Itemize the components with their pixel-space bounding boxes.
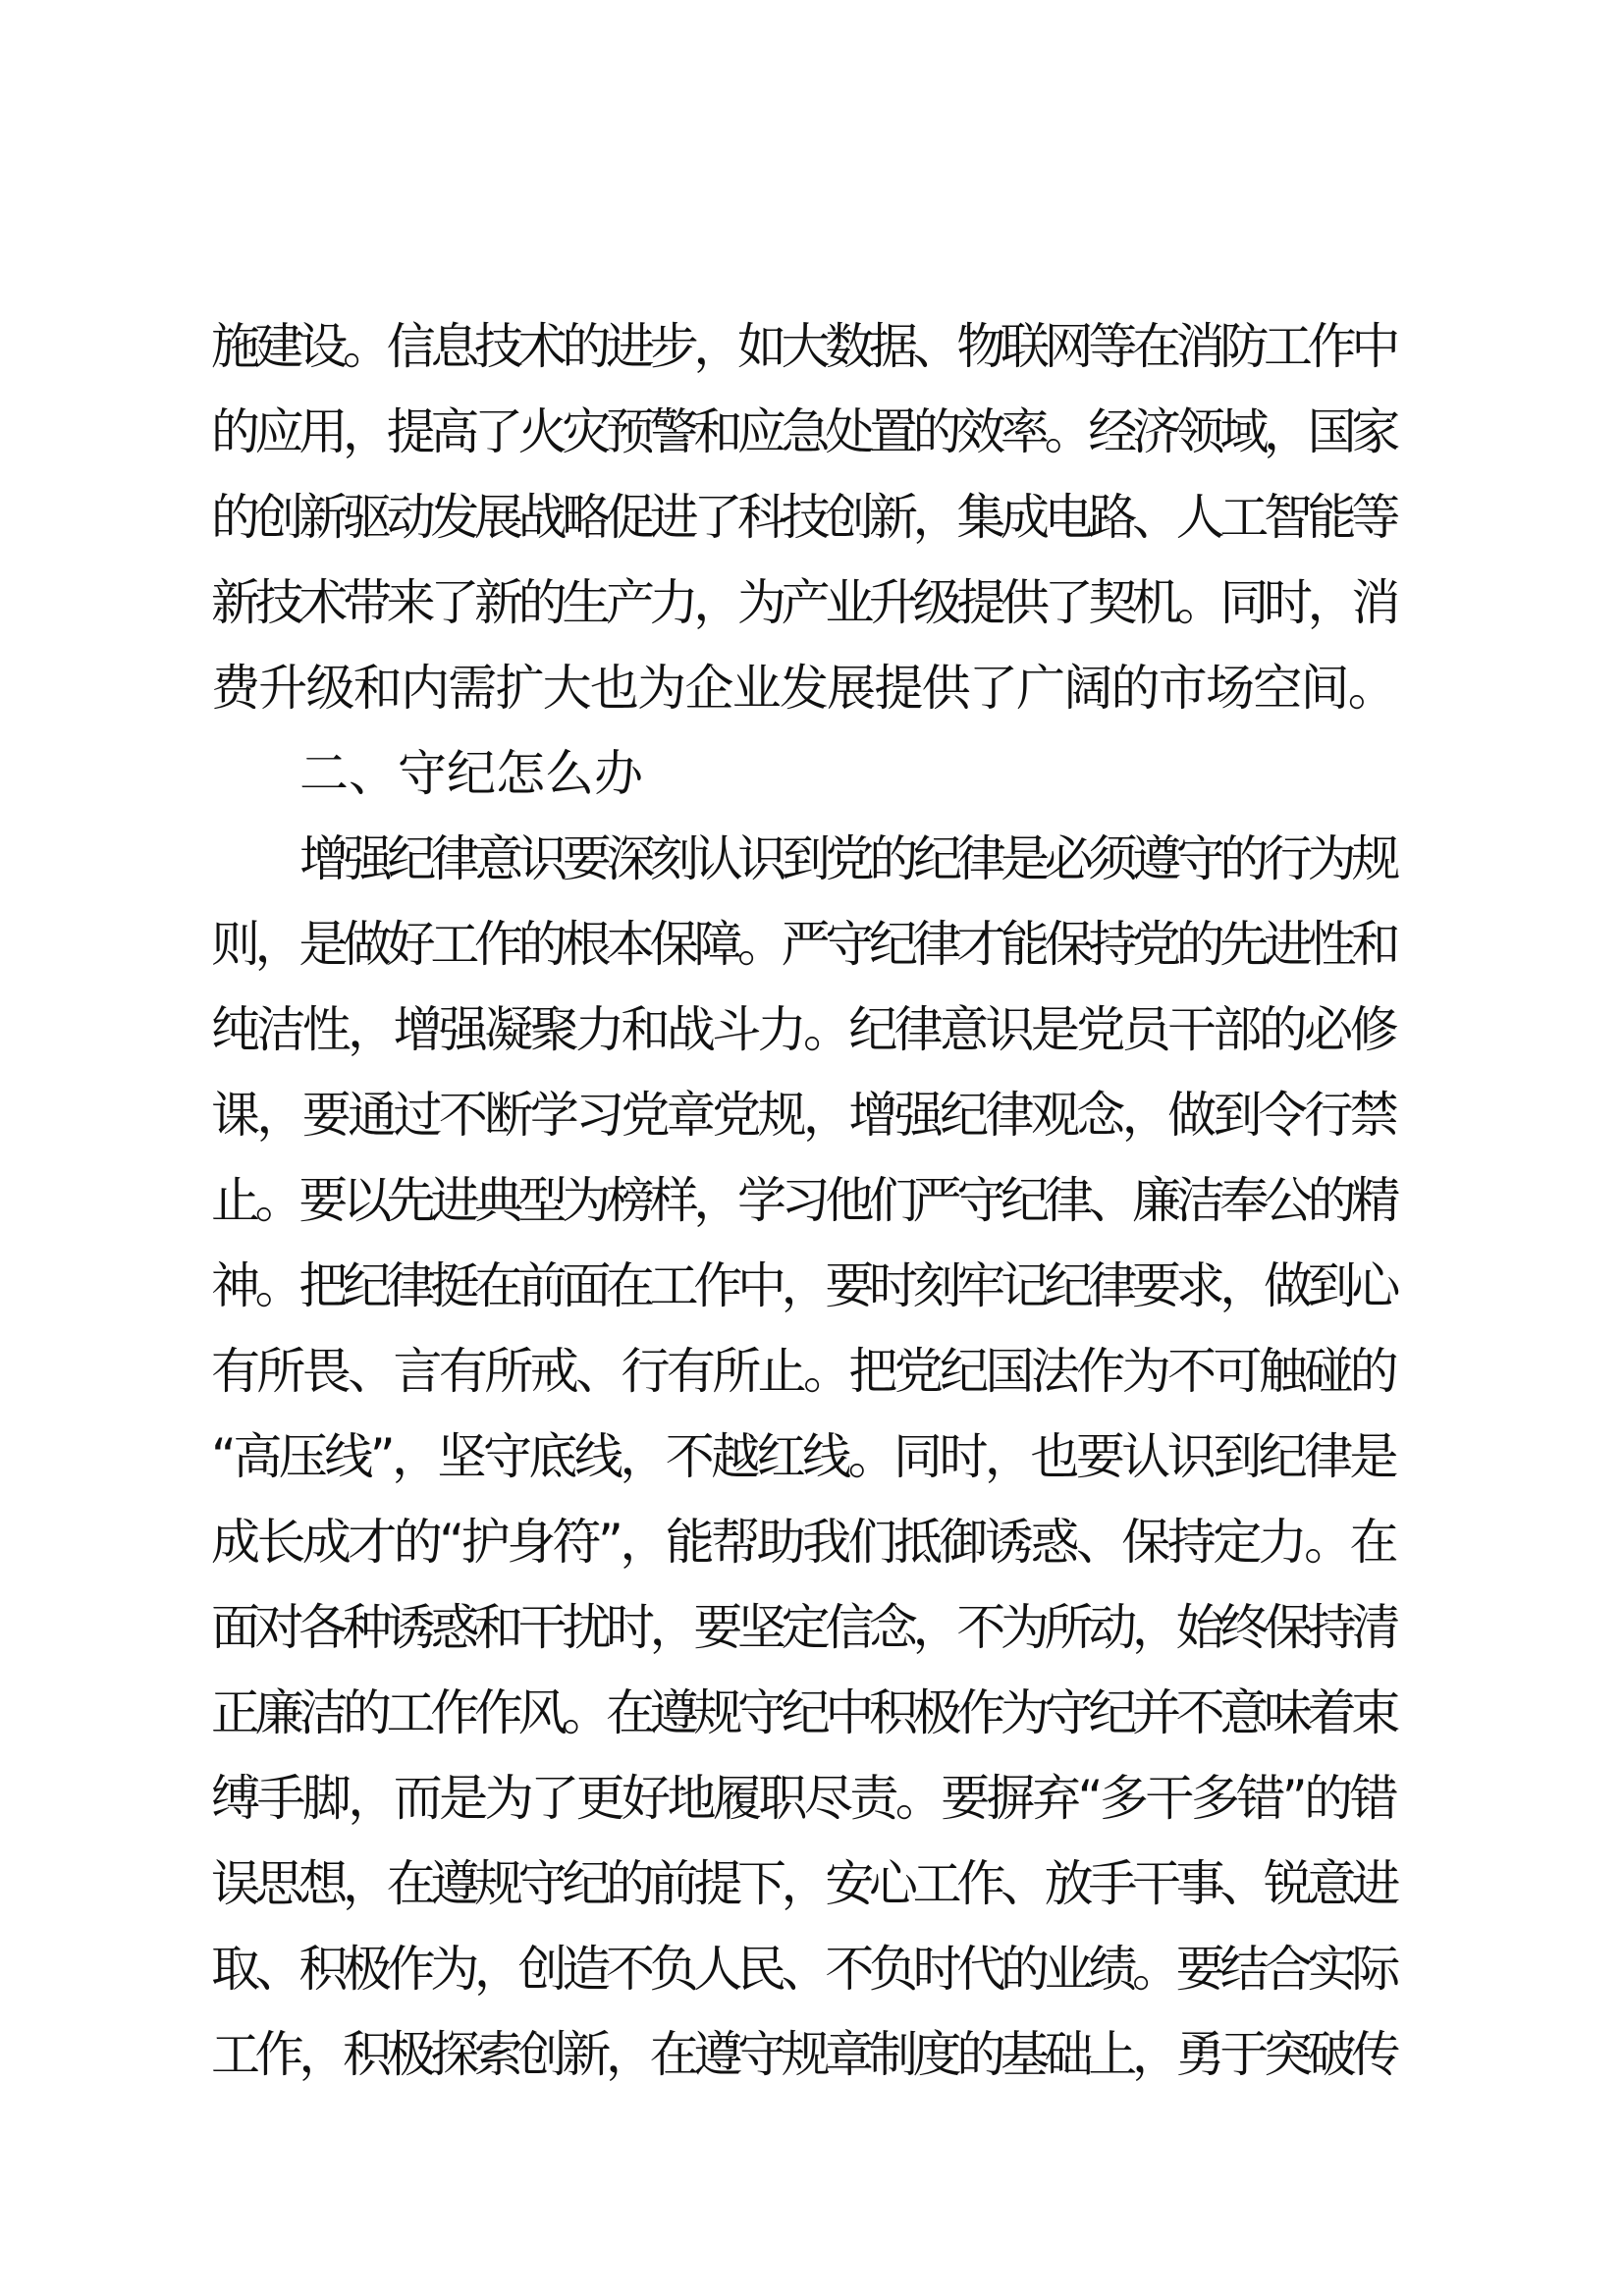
text-line	[211, 1073, 1395, 1158]
text-line	[211, 1671, 1395, 1756]
line-text: 施建设。信息技术的进步，如大数据、物联网等在消防工作中	[211, 318, 1395, 375]
text-line	[211, 902, 1395, 988]
line-text: 费升级和内需扩大也为企业发展提供了广阔的市场空间。	[211, 660, 1395, 717]
line-text: 增强纪律意识要深刻认识到党的纪律是必须遵守的行为规	[299, 830, 1395, 887]
line-text: 成长成才的“护身符”，能帮助我们抵御诱惑、保持定力。在	[211, 1514, 1395, 1571]
line-text: 则，是做好工作的根本保障。严守纪律才能保持党的先进性和	[211, 916, 1395, 973]
text-line	[211, 475, 1395, 561]
text-line	[211, 390, 1395, 475]
text-line	[211, 1756, 1395, 1842]
line-text: 纯洁性，增强凝聚力和战斗力。纪律意识是党员干部的必修	[211, 1001, 1395, 1058]
text-line	[211, 1842, 1395, 1927]
text-line	[211, 1500, 1395, 1585]
text-line	[211, 1927, 1395, 2012]
line-text: “高压线”，坚守底线，不越红线。同时，也要认识到纪律是	[211, 1428, 1395, 1485]
text-line	[211, 817, 1395, 902]
document-page	[211, 304, 1395, 2098]
section-heading: 二、守纪怎么办	[299, 745, 643, 802]
text-line	[211, 2012, 1395, 2098]
line-text: 取、积极作为，创造不负人民、不负时代的业绩。要结合实际	[211, 1941, 1395, 1998]
text-line	[211, 1329, 1395, 1415]
line-text: 误思想，在遵规守纪的前提下，安心工作、放手干事、锐意进	[211, 1855, 1395, 1912]
line-text: 止。要以先进典型为榜样，学习他们严守纪律、廉洁奉公的精	[211, 1172, 1395, 1229]
line-text: 课，要通过不断学习党章党规，增强纪律观念，做到令行禁	[211, 1087, 1395, 1144]
line-text: 正廉洁的工作作风。在遵规守纪中积极作为守纪并不意味着束	[211, 1684, 1395, 1741]
line-text: 面对各种诱惑和干扰时，要坚定信念，不为所动，始终保持清	[211, 1599, 1395, 1656]
line-text: 工作，积极探索创新，在遵守规章制度的基础上，勇于突破传	[211, 2026, 1395, 2083]
section-heading-line	[211, 731, 1395, 817]
line-text: 有所畏、言有所戒、行有所止。把党纪国法作为不可触碰的	[211, 1343, 1395, 1400]
text-line	[211, 1158, 1395, 1244]
text-line	[211, 1244, 1395, 1329]
line-text: 神。把纪律挺在前面在工作中，要时刻牢记纪律要求，做到心	[211, 1257, 1395, 1314]
line-text: 的应用，提高了火灾预警和应急处置的效率。经济领域，国家	[211, 403, 1395, 460]
text-line	[211, 988, 1395, 1073]
text-line	[211, 1415, 1395, 1500]
text-line	[211, 1585, 1395, 1671]
line-text: 新技术带来了新的生产力，为产业升级提供了契机。同时，消	[211, 574, 1395, 631]
text-line	[211, 646, 1395, 731]
line-text: 缚手脚，而是为了更好地履职尽责。要摒弃“多干多错”的错	[211, 1770, 1395, 1827]
text-line	[211, 561, 1395, 646]
text-line	[211, 304, 1395, 390]
line-text: 的创新驱动发展战略促进了科技创新，集成电路、人工智能等	[211, 489, 1395, 546]
